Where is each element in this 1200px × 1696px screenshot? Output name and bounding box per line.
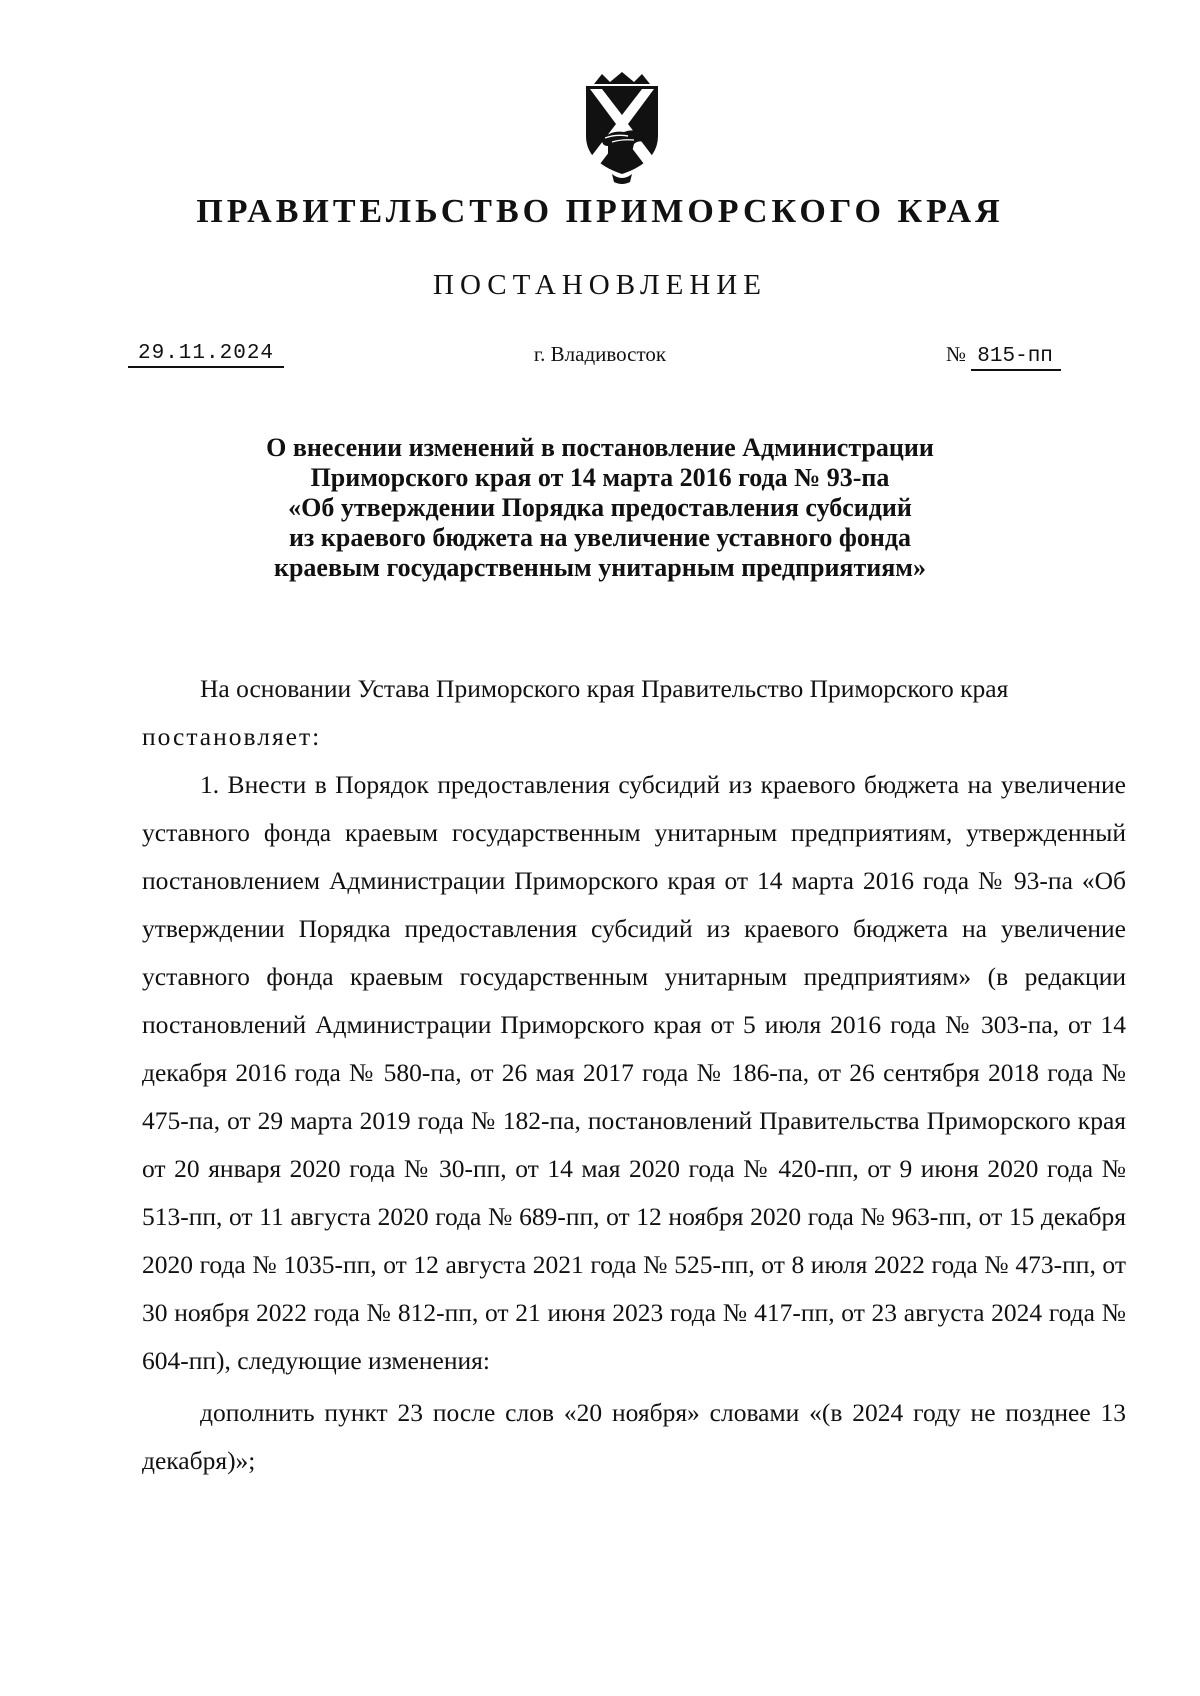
resolves-word: постановляет: <box>142 722 322 751</box>
document-type: ПОСТАНОВЛЕНИЕ <box>433 269 767 301</box>
document-city: г. Владивосток <box>533 342 667 366</box>
document-title <box>200 433 1000 583</box>
organization-name: ПРАВИТЕЛЬСТВО ПРИМОРСКОГО КРАЯ <box>196 193 1004 230</box>
document-date: 29.11.2024 <box>128 342 284 368</box>
title-line: «Об утверждении Порядка предоставления субсидий <box>288 493 912 522</box>
number-sign: № <box>946 342 967 366</box>
title-line: из краевого бюджета на увеличение уставного фонда <box>288 523 912 552</box>
title-line: Приморского края от 14 марта 2016 года № 93-па <box>310 463 890 492</box>
coat-of-arms-icon <box>572 70 672 185</box>
document-number <box>946 342 1061 368</box>
item-1-paragraph: 1. Внести в Порядок предоставления субсидий из краевого бюджета на увеличение уставного фонда краевым государственным унитарным предприятиям, утвержденный постановлением Администрации Приморского края от 14 марта 2016 года № 93-па «Об утверждении Порядка предоставления субсидий из краевого бюджета на увеличение уставного фонда краевым государственным унитарным предприятиям» (в редакции постановлений Администрации Приморского края от 5 июля 2016 года № 303-па, от 14 декабря 2016 года № 580-па, от 26 мая 2017 года № 186-па, от 26 сентября 2018 года № 475-па, от 29 марта 2019 года № 182-па, постановлений Правительства Приморского края от 20 января 2020 года № 30-пп, от 14 мая 2020 года № 420-пп, от 9 июня 2020 года № 513-пп, от 11 августа 2020 года № 689-пп, от 12 ноября 2020 года № 963-пп, от 15 декабря 2020 года № 1035-пп, от 12 августа 2021 года № 525-пп, от 8 июля 2022 года № 473-пп, от 30 ноября 2022 года № 812-пп, от 21 июня 2023 года № 417-пп, от 23 августа 2024 года № 604-пп), следующие изменения: <box>142 770 1126 1375</box>
intro-paragraph: На основании Устава Приморского края Правительство Приморского края <box>200 674 1009 703</box>
amendment-paragraph: дополнить пункт 23 после слов «20 ноября» словами «(в 2024 году не позднее 13 декабря)»; <box>142 1398 1126 1475</box>
title-line: краевым государственным унитарным предприятиям» <box>273 553 927 582</box>
title-line: О внесении изменений в постановление Администрации <box>266 433 934 462</box>
number-value: 815-пп <box>971 345 1061 371</box>
document-body <box>142 665 1126 1485</box>
document-meta <box>0 342 1200 382</box>
